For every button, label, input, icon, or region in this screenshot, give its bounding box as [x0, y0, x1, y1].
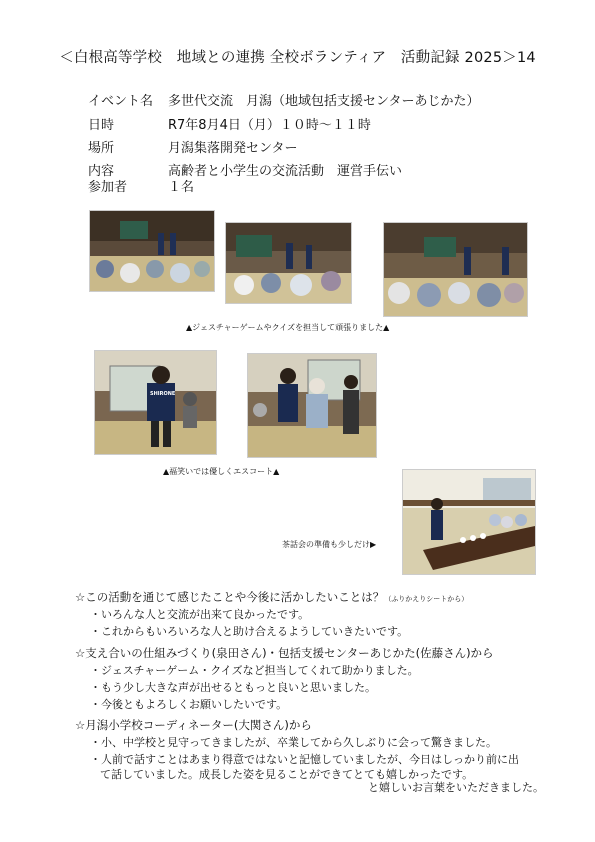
- info-place-row: [88, 137, 297, 156]
- list-item: ・もう少し大きな声が出せるともっと良いと思いました。: [90, 681, 376, 694]
- photo-gesture-game-3: [383, 222, 528, 317]
- info-label: 内容: [88, 164, 115, 179]
- closing-remark: と嬉しいお言葉をいただきました。: [368, 781, 544, 794]
- caption-row1: ▲ジェスチャーゲームやクイズを担当して頑張りました▲: [186, 323, 390, 332]
- info-value: １名: [168, 180, 195, 195]
- list-item: ・今後ともよろしくお願いしたいです。: [90, 698, 288, 711]
- list-item: ・人前で話すことはあまり得意ではないと記憶していましたが、今日はしっかり前に出: [90, 753, 519, 766]
- info-value: 高齢者と小学生の交流活動 運営手伝い: [168, 164, 403, 179]
- photo-fukuwarai-1: [94, 350, 217, 455]
- info-event-row: [88, 90, 479, 109]
- info-value: R7年8月4日（月）１０時～１１時: [168, 118, 371, 133]
- list-item-continued: て話していました。成長した姿を見ることができてとても嬉しかったです。: [100, 768, 474, 781]
- list-item: ・いろんな人と交流が出来て良かったです。: [90, 608, 310, 621]
- photo-fukuwarai-2: [247, 353, 377, 458]
- info-label: イベント名: [88, 94, 154, 109]
- info-value: 月潟集落開発センター: [168, 141, 298, 156]
- section-note: （ふりかえりシートから）: [384, 595, 469, 603]
- info-participants-row: [88, 176, 194, 195]
- list-item: ・ジェスチャーゲーム・クイズなど担当してくれて助かりました。: [90, 664, 419, 677]
- section-heading-reflection: [75, 589, 468, 605]
- section-heading-coordinator: ☆月潟小学校コーディネーター(大関さん)から: [75, 718, 312, 732]
- photo-tea-party: [402, 469, 536, 575]
- info-date-row: [88, 114, 371, 133]
- info-label: 場所: [88, 141, 115, 156]
- photo-gesture-game-2: [225, 222, 352, 304]
- page-title: ＜白根高等学校 地域との連携 全校ボランティア 活動記録 2025＞14: [59, 50, 536, 66]
- section-heading-text: ☆この活動を通じて感じたことや今後に活かしたいことは？: [75, 590, 385, 604]
- caption-tea: 茶話会の準備も少しだけ▶: [282, 540, 377, 549]
- photo-gesture-game-1: [89, 210, 215, 292]
- shirt-print: SHIRONE: [150, 391, 176, 397]
- section-heading-support-center: ☆支え合いの仕組みづくり(泉田さん)・包括支援センターあじかた(佐藤さん)から: [75, 646, 494, 660]
- info-label: 日時: [88, 118, 115, 133]
- list-item: ・これからもいろいろな人と助け合えるようしていきたいです。: [90, 625, 409, 638]
- list-item: ・小、中学校と見守ってきましたが、卒業してから久しぶりに会って驚きました。: [90, 736, 497, 749]
- info-value: 多世代交流 月潟（地域包括支援センターあじかた）: [168, 94, 480, 109]
- info-label: 参加者: [88, 180, 128, 195]
- caption-row2: ▲福笑いでは優しくエスコート▲: [163, 467, 280, 476]
